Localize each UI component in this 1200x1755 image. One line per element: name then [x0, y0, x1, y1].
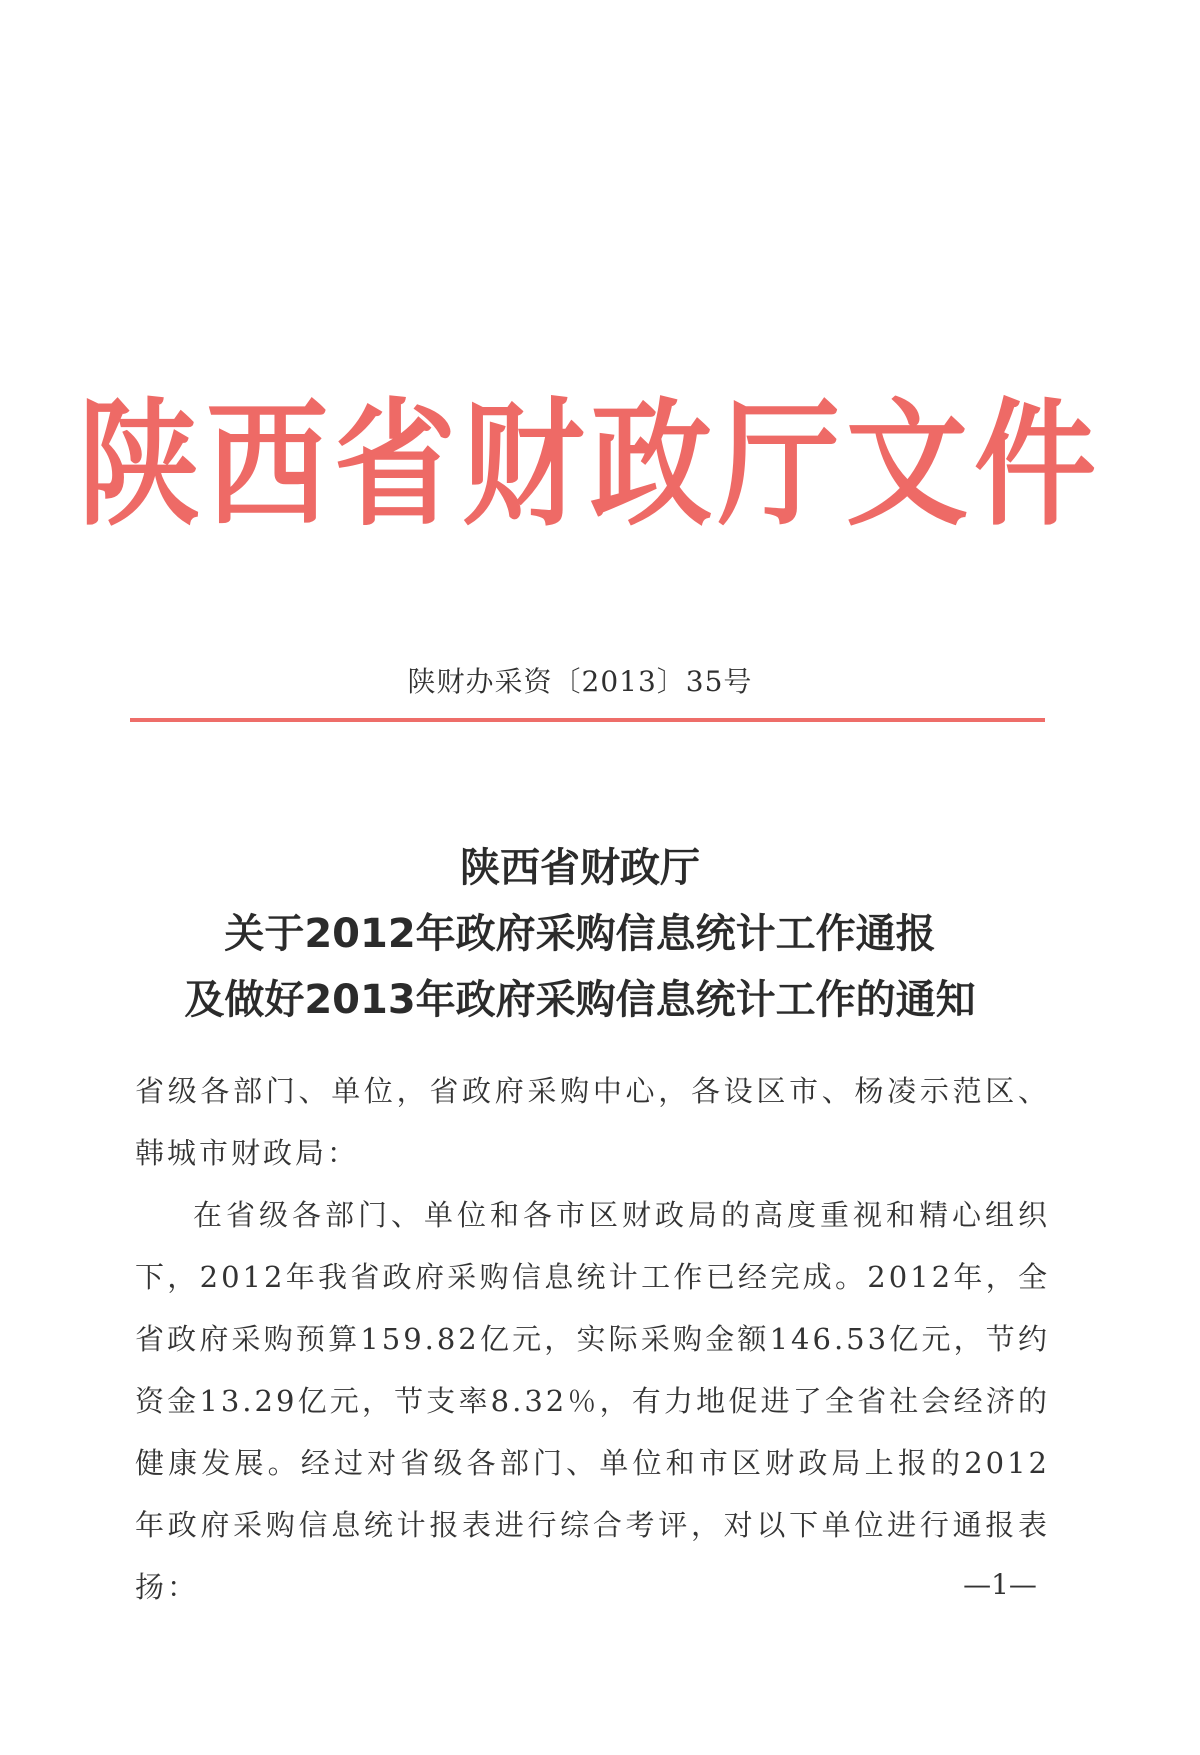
red-divider-line — [130, 718, 1045, 722]
page-number: —1— — [963, 1568, 1037, 1601]
document-body — [135, 1060, 1050, 1618]
addressee: 省级各部门、单位，省政府采购中心，各设区市、杨凌示范区、韩城市财政局： — [135, 1074, 1050, 1170]
masthead-title: 陕西省财政厅文件 — [78, 385, 1102, 545]
title-line-2: 关于2012年政府采购信息统计工作通报 — [224, 911, 936, 957]
document-title — [0, 835, 1180, 1033]
title-line-1: 陕西省财政厅 — [460, 845, 700, 891]
body-paragraph: 在省级各部门、单位和各市区财政局的高度重视和精心组织下，2012年我省政府采购信息统计工作已经完成。2012年，全省政府采购预算159.82亿元，实际采购金额146.53亿元，节约资金13.29亿元，节支率8.32％，有力地促进了全省社会经济的健康发展。经过对省级各部门、单位和市区财政局上报的2012年政府采购信息统计报表进行综合考评，对以下单位进行通报表扬： — [135, 1198, 1050, 1604]
title-line-3: 及做好2013年政府采购信息统计工作的通知 — [184, 977, 976, 1023]
document-number: 陕财办采资〔2013〕35号 — [407, 665, 753, 698]
